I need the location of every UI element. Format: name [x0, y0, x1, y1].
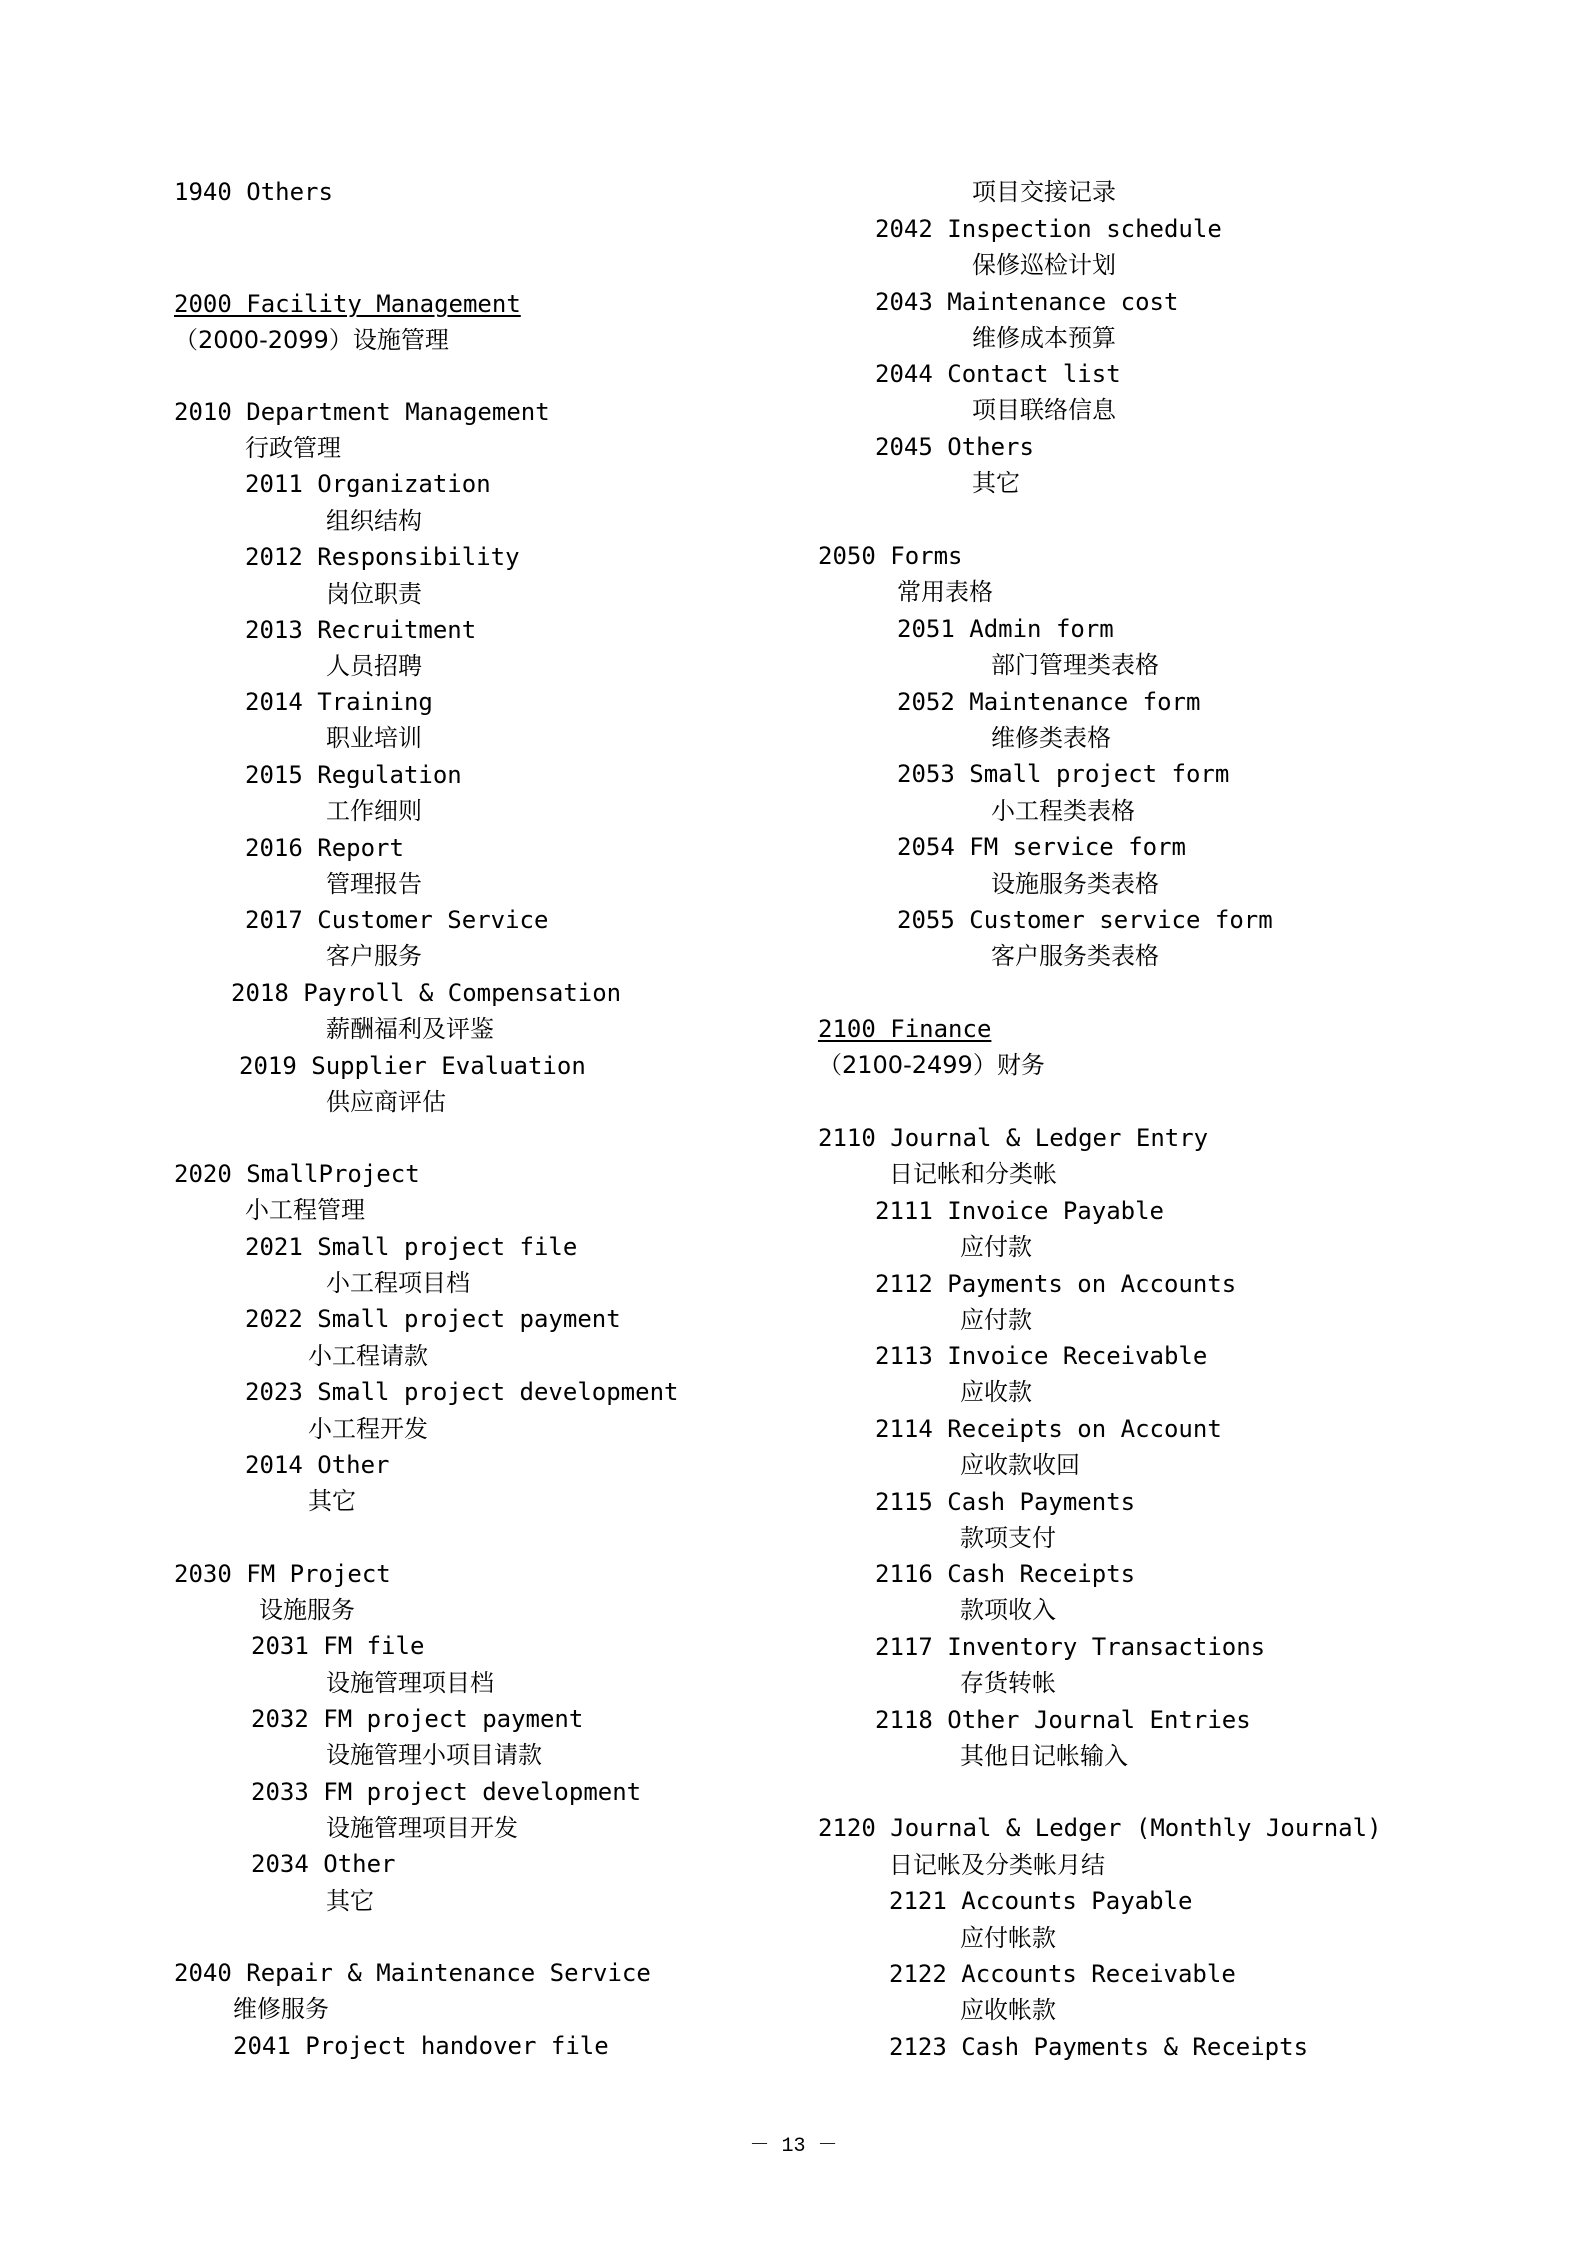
sub-item-chinese: 工作细则	[326, 797, 422, 825]
sub-item-chinese: 其它	[972, 469, 1020, 497]
sub-item-chinese: 应付款	[960, 1306, 1032, 1334]
sub-item: 2011 Organization	[245, 470, 491, 498]
group-chinese: 日记帐和分类帐	[889, 1160, 1057, 1188]
sub-item: 2031 FM file	[251, 1632, 425, 1660]
sub-item-chinese: 管理报告	[326, 870, 422, 898]
group-chinese: 常用表格	[897, 578, 993, 606]
sub-item-chinese: 供应商评估	[326, 1088, 446, 1116]
sub-item-chinese: 应收款收回	[960, 1451, 1080, 1479]
sub-item: 2118 Other Journal Entries	[875, 1706, 1251, 1734]
sub-item: 2054 FM service form	[897, 833, 1186, 861]
sub-item: 2111 Invoice Payable	[875, 1197, 1164, 1225]
group-chinese: 设施服务	[259, 1596, 355, 1624]
sub-item: 2022 Small project payment	[245, 1305, 621, 1333]
sub-item-chinese: 维修成本预算	[972, 324, 1116, 352]
sub-item-chinese: 应付帐款	[960, 1924, 1056, 1952]
page-number: － 13 －	[749, 2135, 838, 2158]
sub-item: 2123 Cash Payments & Receipts	[889, 2033, 1309, 2061]
sub-item-chinese: 岗位职责	[326, 580, 422, 608]
sub-item: 2121 Accounts Payable	[889, 1887, 1193, 1915]
sub-item: 2017 Customer Service	[245, 906, 549, 934]
sub-item-chinese: 项目联络信息	[972, 396, 1116, 424]
sub-item-chinese: 部门管理类表格	[991, 651, 1159, 679]
sub-item-chinese: 客户服务	[326, 942, 422, 970]
sub-item: 2042 Inspection schedule	[875, 215, 1222, 243]
sub-item-chinese: 款项支付	[960, 1524, 1056, 1552]
sub-item: 2117 Inventory Transactions	[875, 1633, 1266, 1661]
sub-item-chinese: 其他日记帐输入	[960, 1742, 1128, 1770]
sub-item: 2015 Regulation	[245, 761, 462, 789]
sub-item: 2112 Payments on Accounts	[875, 1270, 1237, 1298]
sub-item: 2115 Cash Payments	[875, 1488, 1136, 1516]
sub-item: 2033 FM project development	[251, 1778, 642, 1806]
group-heading: 2110 Journal & Ledger Entry	[818, 1124, 1209, 1152]
sub-item-chinese: 其它	[308, 1487, 356, 1515]
sub-item-chinese: 维修类表格	[991, 724, 1111, 752]
sub-item-chinese: 应收款	[960, 1378, 1032, 1406]
sub-item-chinese: 职业培训	[326, 724, 422, 752]
sub-item: 2018 Payroll & Compensation	[231, 979, 622, 1007]
sub-item: 2052 Maintenance form	[897, 688, 1201, 716]
sub-item-chinese: 设施管理项目开发	[326, 1814, 518, 1842]
group-chinese: 日记帐及分类帐月结	[889, 1851, 1105, 1879]
sub-item: 2034 Other	[251, 1850, 396, 1878]
sub-item-chinese: 人员招聘	[326, 652, 422, 680]
sub-item: 2012 Responsibility	[245, 543, 520, 571]
sub-item: 2114 Receipts on Account	[875, 1415, 1222, 1443]
group-heading: 2030 FM Project	[174, 1560, 391, 1588]
sub-item: 2122 Accounts Receivable	[889, 1960, 1236, 1988]
sub-item: 2041 Project handover file	[233, 2032, 609, 2060]
sub-item-chinese: 小工程类表格	[991, 797, 1135, 825]
section-range: （2100-2499）财务	[818, 1051, 1045, 1079]
sub-item-chinese: 小工程项目档	[326, 1269, 470, 1297]
sub-item-chinese: 组织结构	[326, 507, 422, 535]
sub-item-chinese: 小工程开发	[308, 1415, 428, 1443]
group-chinese: 维修服务	[233, 1995, 329, 2023]
sub-item: 2023 Small project development	[245, 1378, 679, 1406]
section-range: （2000-2099）设施管理	[174, 326, 449, 354]
sub-item: 2032 FM project payment	[251, 1705, 584, 1733]
sub-item-chinese: 应收帐款	[960, 1996, 1056, 2024]
sub-item: 2044 Contact list	[875, 360, 1121, 388]
sub-item-chinese: 小工程请款	[308, 1342, 428, 1370]
sub-item-chinese: 设施管理小项目请款	[326, 1741, 542, 1769]
sub-item: 2116 Cash Receipts	[875, 1560, 1136, 1588]
group-heading: 2020 SmallProject	[174, 1160, 420, 1188]
sub-item-chinese: 客户服务类表格	[991, 942, 1159, 970]
sub-item: 2014 Other	[245, 1451, 390, 1479]
group-chinese: 行政管理	[245, 434, 341, 462]
sub-item: 2014 Training	[245, 688, 433, 716]
sub-item: 2019 Supplier Evaluation	[239, 1052, 586, 1080]
sub-item: 2051 Admin form	[897, 615, 1114, 643]
sub-item: 2045 Others	[875, 433, 1034, 461]
sub-item: 2013 Recruitment	[245, 616, 477, 644]
group-heading: 2120 Journal & Ledger (Monthly Journal)	[818, 1814, 1382, 1842]
sub-item-chinese: 其它	[326, 1887, 374, 1915]
sub-item: 2113 Invoice Receivable	[875, 1342, 1208, 1370]
sub-item-chinese: 设施管理项目档	[326, 1669, 494, 1697]
sub-item-chinese: 应付款	[960, 1233, 1032, 1261]
sub-item: 2043 Maintenance cost	[875, 288, 1179, 316]
sub-item: 2055 Customer service form	[897, 906, 1273, 934]
group-heading: 2040 Repair & Maintenance Service	[174, 1959, 651, 1987]
entry-code-title: 1940 Others	[174, 178, 333, 206]
section-heading: 2100 Finance	[818, 1015, 992, 1043]
sub-item-chinese: 保修巡检计划	[972, 251, 1116, 279]
sub-item: 2016 Report	[245, 834, 404, 862]
sub-item-chinese: 存货转帐	[960, 1669, 1056, 1697]
sub-item-chinese: 项目交接记录	[972, 178, 1116, 206]
section-heading: 2000 Facility Management	[174, 290, 521, 318]
sub-item-chinese: 设施服务类表格	[991, 870, 1159, 898]
group-heading: 2010 Department Management	[174, 398, 550, 426]
sub-item: 2021 Small project file	[245, 1233, 578, 1261]
sub-item-chinese: 薪酬福利及评鉴	[326, 1015, 494, 1043]
group-chinese: 小工程管理	[245, 1196, 365, 1224]
sub-item-chinese: 款项收入	[960, 1596, 1056, 1624]
sub-item: 2053 Small project form	[897, 760, 1230, 788]
group-heading: 2050 Forms	[818, 542, 963, 570]
